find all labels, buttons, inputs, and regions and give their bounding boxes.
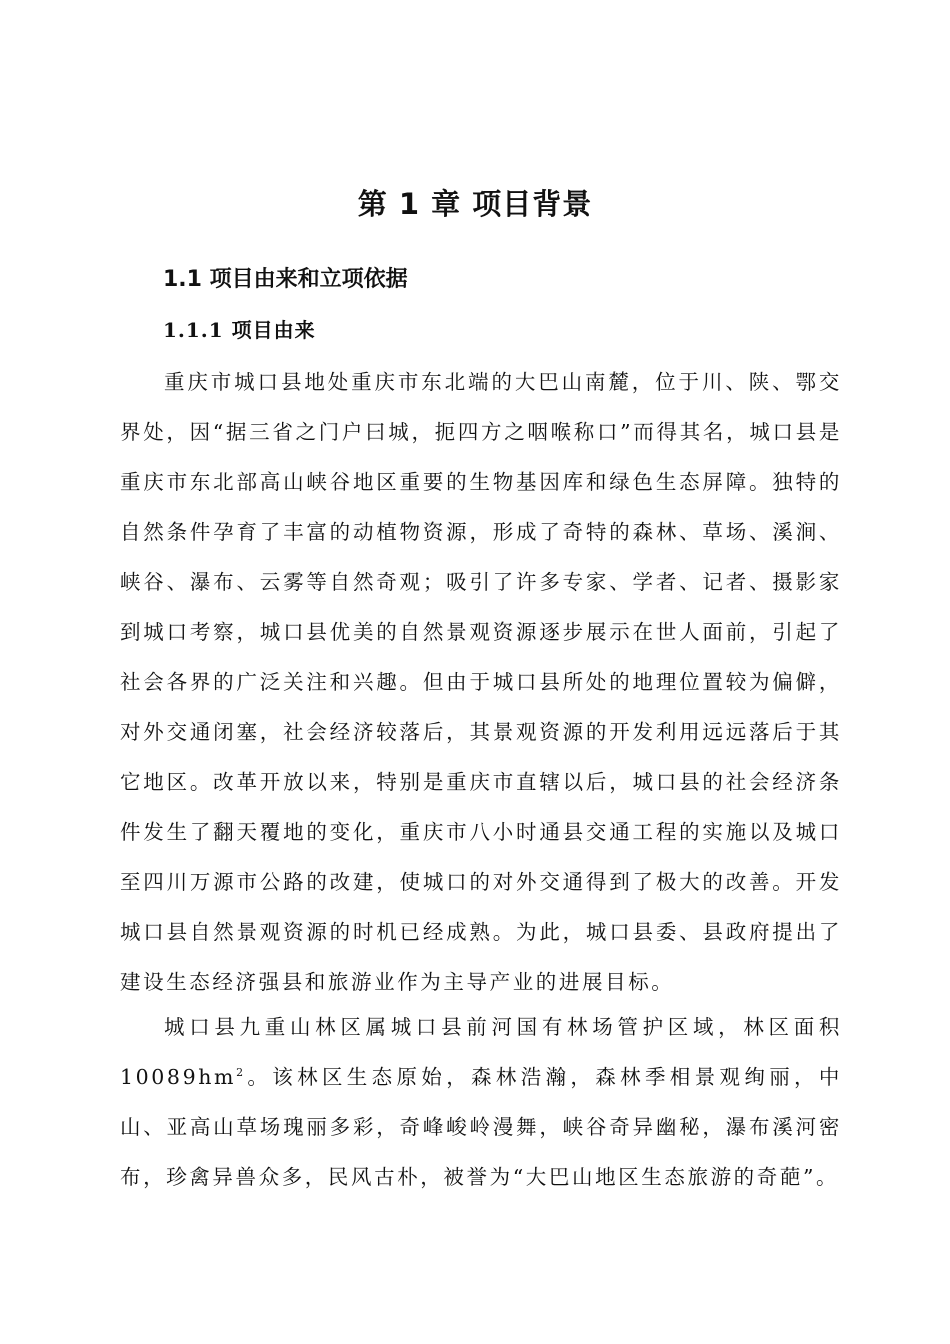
section-title: 1.1 项目由来和立项依据 — [163, 267, 408, 292]
paragraph-project-origin: 重庆市城口县地处重庆市东北端的大巴山南麓，位于川、陕、鄂交界处，因“据三省之门户曰城，扼四方之咽喉称口”而得其名，城口县是重庆市东北部高山峡谷地区重要的生物基因库和绿色生态屏障。独特的自然条件孕育了丰富的动植物资源，形成了奇特的森林、草场、溪涧、峡谷、瀑布、云雾等自然奇观；吸引了许多专家、学者、记者、摄影家到城口考察，城口县优美的自然景观资源逐步展示在世人面前，引起了社会各界的广泛关注和兴趣。但由于城口县所处的地理位置较为偏僻，对外交通闭塞，社会经济较落后，其景观资源的开发利用远远落后于其它地区。改革开放以来，特别是重庆市直辖以后，城口县的社会经济条件发生了翻天覆地的变化，重庆市八小时通县交通工程的实施以及城口至四川万源市公路的改建，使城口的对外交通得到了极大的改善。开发城口县自然景观资源的时机已经成熟。为此，城口县委、县政府提出了建设生态经济强县和旅游业作为主导产业的进展目标。 — [120, 370, 842, 994]
paragraph-text-after: 。该林区生态原始，森林浩瀚，森林季相景观绚丽，中山、亚高山草场瑰丽多彩，奇峰峻岭漫舞，峡谷奇异幽秘，瀑布溪河密布，珍禽异兽众多，民风古朴，被誉为“大巴山地区生态旅游的奇葩”。 — [120, 1065, 842, 1189]
paragraph-text-before: 城口县九重山林区属城口县前河国有林场管护区域，林区面积10089hm — [120, 1015, 842, 1089]
area-unit-superscript: 2 — [236, 1066, 246, 1080]
chapter-title: 第 1 章 项目背景 — [357, 187, 593, 221]
paragraph-forest-area — [120, 1002, 842, 1202]
subsection-title: 1.1.1 项目由来 — [163, 318, 316, 342]
